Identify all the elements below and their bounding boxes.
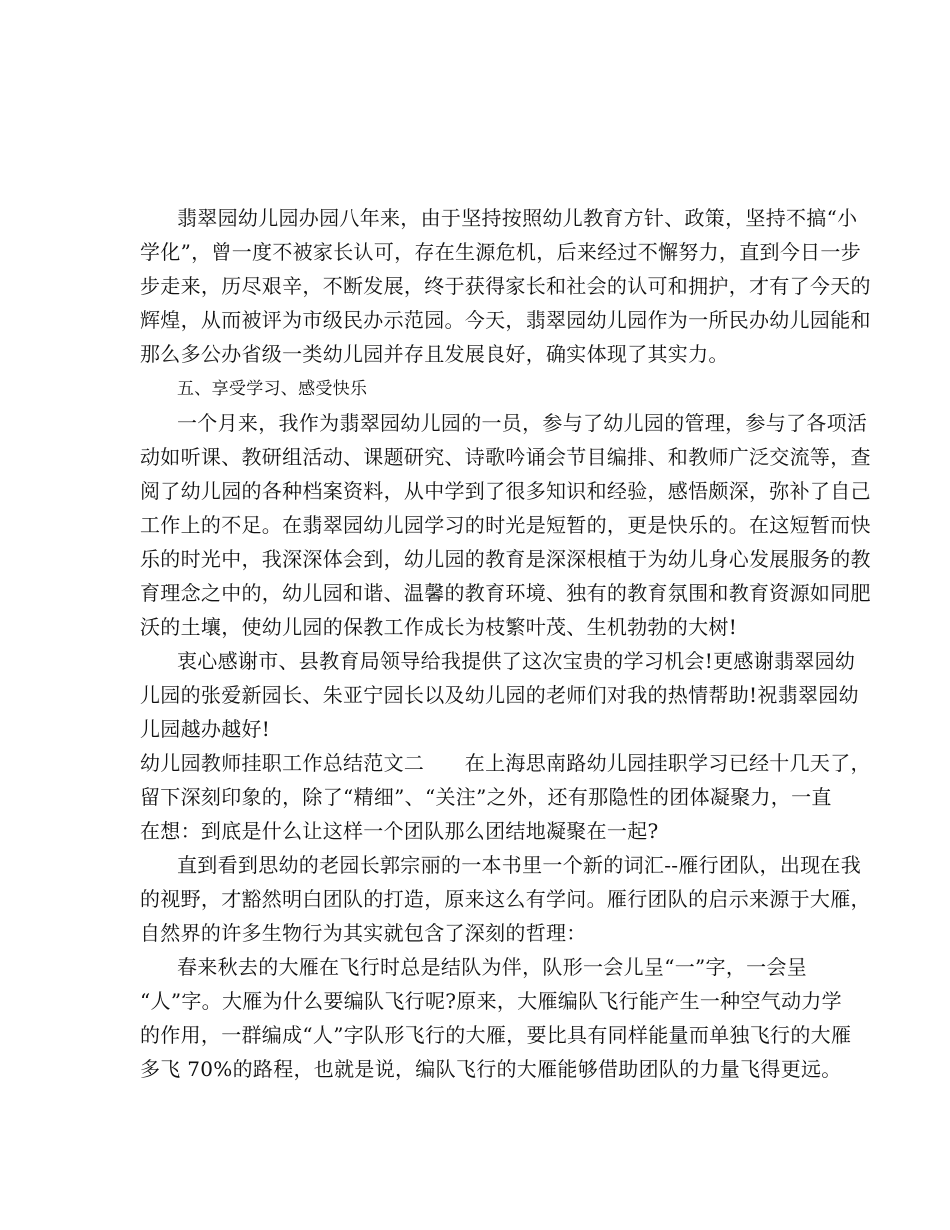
- paragraph-line: 多飞 70%的路程，也就是说，编队飞行的大雁能够借助团队的力量飞得更远。: [140, 1057, 842, 1081]
- paragraph-line: 步走来，历尽艰辛，不断发展，终于获得家长和社会的认可和拥护，才有了今天的: [140, 274, 871, 298]
- paragraph-line: 儿园的张爱新园长、朱亚宁园长以及幼儿园的老师们对我的热情帮助!祝翡翠园幼: [140, 683, 859, 707]
- section-heading: 五、享受学习、感受快乐: [177, 379, 368, 399]
- paragraph-line: 乐的时光中，我深深体会到，幼儿园的教育是深深根植于为幼儿身心发展服务的教: [140, 547, 871, 571]
- paragraph-line: 一个月来，我作为翡翠园幼儿园的一员，参与了幼儿园的管理，参与了各项活: [177, 411, 868, 435]
- paragraph-line: “人”字。大雁为什么要编队飞行呢?原来，大雁编队飞行能产生一种空气动力学: [140, 989, 842, 1013]
- paragraph-line: 的作用，一群编成“人”字队形飞行的大雁，要比具有同样能量而单独飞行的大雁: [140, 1023, 852, 1047]
- paragraph-line: 的视野，才豁然明白团队的打造，原来这么有学问。雁行团队的启示来源于大雁，: [140, 887, 871, 911]
- paragraph-line: 沃的土壤，使幼儿园的保教工作成长为枝繁叶茂、生机勃勃的大树!: [140, 615, 738, 639]
- paragraph-line: 儿园越办越好!: [140, 717, 271, 741]
- paragraph-line: 阅了幼儿园的各种档案资料，从中学到了很多知识和经验，感悟颇深，弥补了自己: [140, 479, 871, 503]
- paragraph-line: 辉煌，从而被评为市级民办示范园。今天，翡翠园幼儿园作为一所民办幼儿园能和: [140, 308, 871, 332]
- paragraph-line: 春来秋去的大雁在飞行时总是结队为伴，队形一会儿呈“一”字，一会呈: [177, 955, 808, 979]
- paragraph-line: 幼儿园教师挂职工作总结范文二 在上海思南路幼儿园挂职学习已经十几天了，: [140, 751, 871, 775]
- paragraph-line: 翡翠园幼儿园办园八年来，由于坚持按照幼儿教育方针、政策，坚持不搞“小: [177, 206, 858, 230]
- paragraph-line: 在想：到底是什么让这样一个团队那么团结地凝聚在一起?: [140, 819, 659, 843]
- paragraph-line: 育理念之中的，幼儿园和谐、温馨的教育环境、独有的教育氛围和教育资源如同肥: [140, 581, 871, 605]
- paragraph-line: 那么多公办省级一类幼儿园并存且发展良好，确实体现了其实力。: [140, 342, 729, 366]
- paragraph-line: 衷心感谢市、县教育局领导给我提供了这次宝贵的学习机会!更感谢翡翠园幼: [177, 649, 856, 673]
- paragraph-line: 直到看到思幼的老园长郭宗丽的一本书里一个新的词汇--雁行团队，出现在我: [177, 853, 862, 877]
- paragraph-line: 自然界的许多生物行为其实就包含了深刻的哲理：: [140, 921, 587, 945]
- paragraph-line: 学化”，曾一度不被家长认可，存在生源危机，后来经过不懈努力，直到今日一步: [140, 240, 862, 264]
- paragraph-line: 动如听课、教研组活动、课题研究、诗歌吟诵会节目编排、和教师广泛交流等，查: [140, 445, 871, 469]
- paragraph-line: 工作上的不足。在翡翠园幼儿园学习的时光是短暂的，更是快乐的。在这短暂而快: [140, 513, 871, 537]
- paragraph-line: 留下深刻印象的，除了“精细”、“关注”之外，还有那隐性的团体凝聚力，一直: [140, 785, 832, 809]
